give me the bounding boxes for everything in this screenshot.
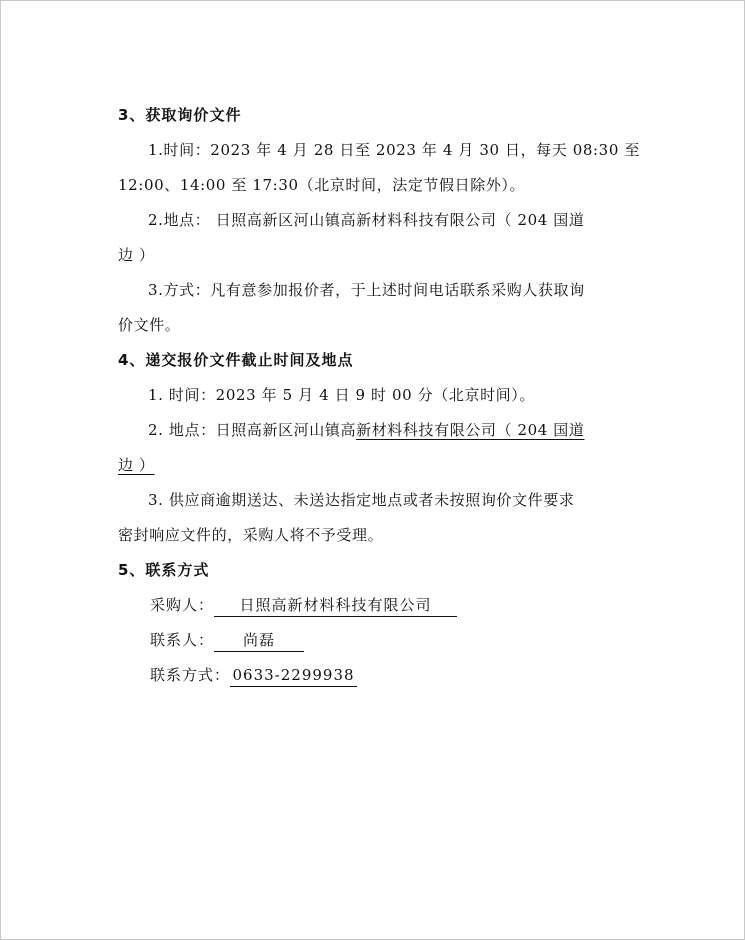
s3-item3-line1: 3.方式：凡有意参加报价者，于上述时间电话联系采购人获取询	[148, 281, 585, 299]
phone-row	[118, 658, 638, 693]
contact-label: 联系人：	[150, 631, 215, 649]
contact-row	[118, 623, 638, 658]
buyer-row	[118, 588, 638, 623]
buyer-label: 采购人：	[150, 596, 215, 614]
s4-item3-line2: 密封响应文件的，采购人将不予受理。	[118, 526, 384, 544]
s3-item3-line2: 价文件。	[118, 316, 181, 334]
s4-item2-underlined-2: 边 ）	[118, 456, 155, 474]
section-5-heading: 5、联系方式	[118, 561, 210, 579]
s3-item1-line1: 1.时间：2023 年 4 月 28 日至 2023 年 4 月 30 日，每天 08:30 至	[148, 141, 640, 159]
s4-item2-underlined: 新材料科技有限公司（ 204 国道	[356, 421, 585, 439]
s4-item1: 1. 时间：2023 年 5 月 4 日 9 时 00 分（北京时间）。	[148, 386, 535, 404]
buyer-value: 日照高新材料科技有限公司	[214, 594, 457, 617]
phone-label: 联系方式：	[150, 666, 231, 684]
s3-item2-line1: 2.地点： 日照高新区河山镇高新材料科技有限公司（ 204 国道	[148, 211, 585, 229]
s3-item2-line2: 边 ）	[118, 246, 155, 264]
s4-item2-line1	[118, 413, 638, 448]
phone-value: 0633-2299938	[230, 664, 357, 687]
section-4-heading: 4、递交报价文件截止时间及地点	[118, 351, 354, 369]
s4-item2-prefix: 2. 地点：日照高新区河山镇高	[148, 421, 357, 439]
section-3-heading: 3、获取询价文件	[118, 106, 242, 124]
contact-value: 尚磊	[214, 629, 304, 652]
document-content	[118, 98, 638, 693]
s4-item3-line1: 3. 供应商逾期送达、未送达指定地点或者未按照询价文件要求	[148, 491, 575, 509]
s3-item1-line2: 12:00、14:00 至 17:30（北京时间，法定节假日除外）。	[118, 176, 526, 194]
s4-item2-line2	[118, 448, 638, 483]
